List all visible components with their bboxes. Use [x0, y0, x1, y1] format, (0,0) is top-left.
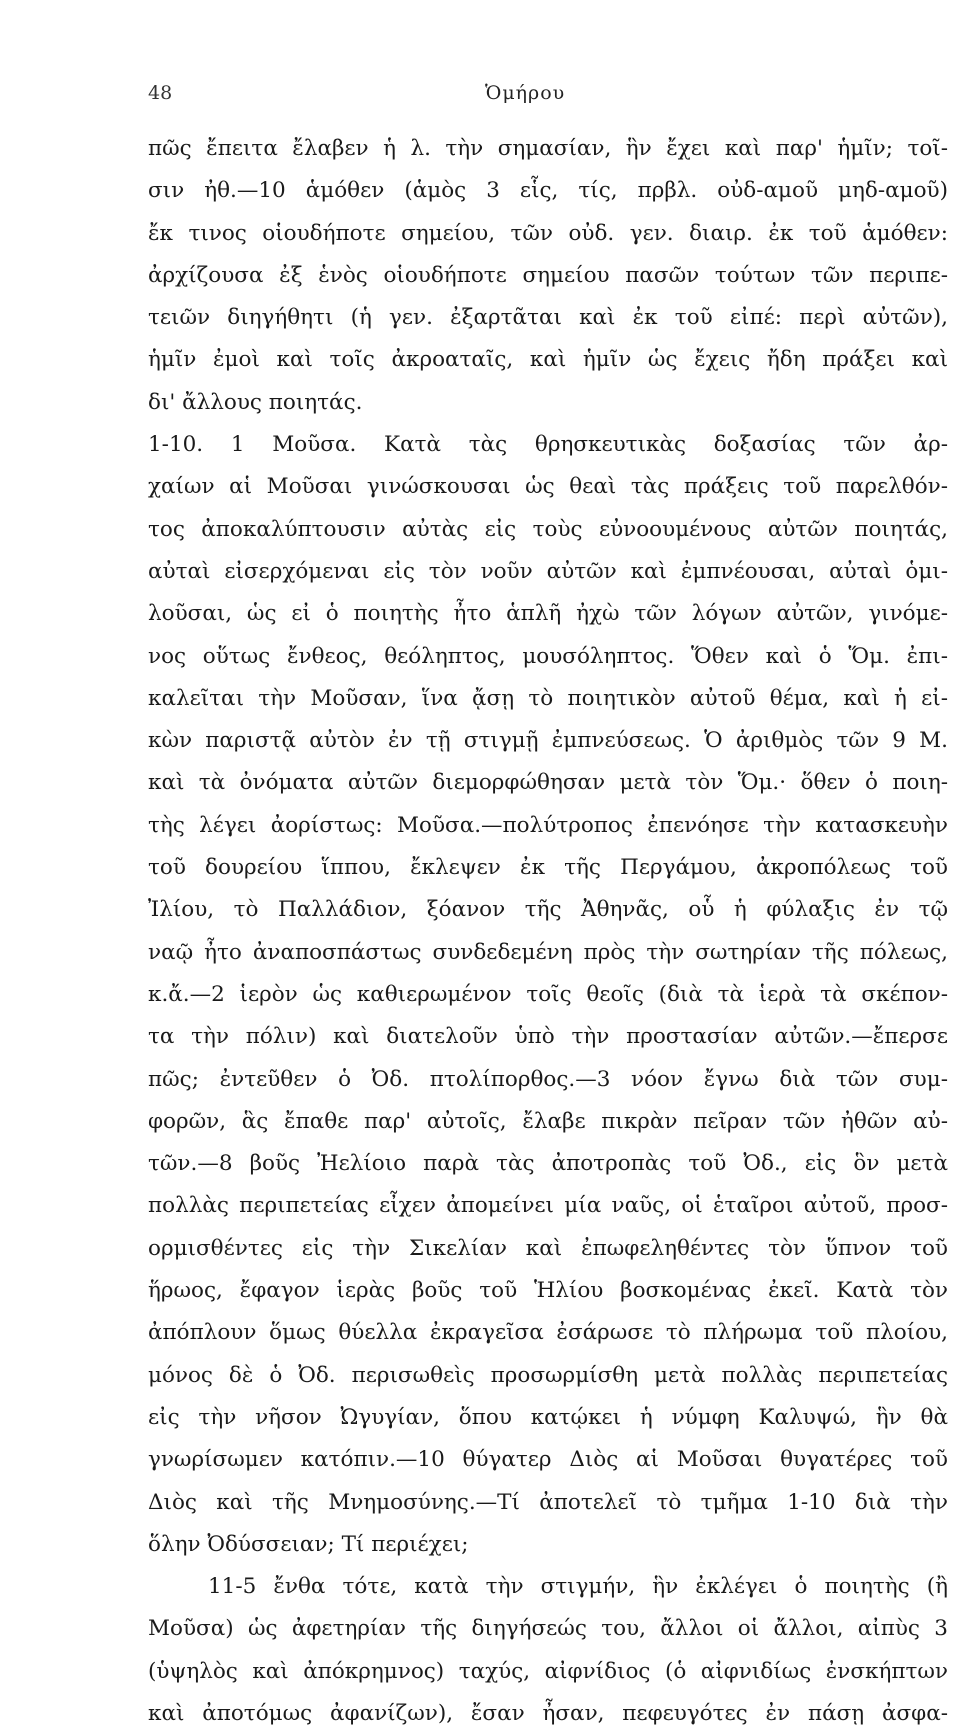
text-line: τειῶν διηγήθητι (ἡ γεν. ἐξαρτᾶται καὶ ἐκ τοῦ εἰπέ: περὶ αὐτῶν),	[148, 305, 948, 331]
text-line: ἀπόπλουν ὅμως θύελλα ἐκραγεῖσα ἐσάρωσε τὸ πλήρωμα τοῦ πλοίου,	[148, 1320, 948, 1346]
text-line: ἥρωος, ἔφαγον ἱερὰς βοῦς τοῦ Ἡλίου βοσκομένας ἐκεῖ. Κατὰ τὸν	[148, 1278, 948, 1304]
text-line: καλεῖται τὴν Μοῦσαν, ἵνα ᾄσῃ τὸ ποιητικὸν αὐτοῦ θέμα, καὶ ἡ εἰ-	[148, 685, 948, 711]
text-line: Διὸς καὶ τῆς Μνημοσύνης.—Τί ἀποτελεῖ τὸ τμῆμα 1-10 διὰ τὴν	[148, 1489, 948, 1515]
text-line: κὼν παριστᾷ αὐτὸν ἐν τῇ στιγμῇ ἐμπνεύσεως. Ὁ ἀριθμὸς τῶν 9 Μ.	[148, 728, 948, 754]
text-line: εἰς τὴν νῆσον Ὠγυγίαν, ὅπου κατῴκει ἡ νύμφη Καλυψώ, ἣν θὰ	[148, 1404, 948, 1430]
text-line: νος οὕτως ἔνθεος, θεόληπτος, μουσόληπτος. Ὅθεν καὶ ὁ Ὅμ. ἐπι-	[148, 643, 948, 669]
text-line: φορῶν, ἃς ἔπαθε παρ' αὐτοῖς, ἔλαβε πικρὰν πεῖραν τῶν ἠθῶν αὐ-	[148, 1108, 948, 1134]
text-line: καὶ τὰ ὀνόματα αὐτῶν διεμορφώθησαν μετὰ τὸν Ὅμ.· ὅθεν ὁ ποιη-	[148, 770, 948, 796]
text-line: πολλὰς περιπετείας εἶχεν ἀπομείνει μία ναῦς, οἱ ἑταῖροι αὐτοῦ, προσ-	[148, 1193, 948, 1219]
text-line: τα τὴν πόλιν) καὶ διατελοῦν ὑπὸ τὴν προστασίαν αὐτῶν.—ἔπερσε	[148, 1024, 948, 1050]
text-line: ἀρχίζουσα ἐξ ἑνὸς οἱουδήποτε σημείου πασῶν τούτων τῶν περιπε-	[148, 262, 948, 288]
text-line: σιν ἠθ.—10 ἁμόθεν (ἁμὸς 3 εἷς, τίς, πρβλ. οὐδ-αμοῦ μηδ-αμοῦ)	[148, 178, 948, 204]
text-line: 11-5 ἔνθα τότε, κατὰ τὴν στιγμήν, ἣν ἐκλέγει ὁ ποιητὴς (ἢ	[208, 1574, 948, 1600]
text-line: τος ἀποκαλύπτουσιν αὐτὰς εἰς τοὺς εὐνοουμένους αὐτῶν ποιητάς,	[148, 516, 948, 542]
text-line: ἔκ τινος οἱουδήποτε σημείου, τῶν οὐδ. γεν. διαιρ. ἐκ τοῦ ἁμόθεν:	[148, 220, 948, 246]
body-text	[148, 128, 948, 1735]
text-line: τοῦ δουρείου ἵππου, ἔκλεψεν ἐκ τῆς Περγάμου, ἀκροπόλεως τοῦ	[148, 855, 948, 881]
text-line: αὐταὶ εἰσερχόμεναι εἰς τὸν νοῦν αὐτῶν καὶ ἐμπνέουσαι, αὐταὶ ὁμι-	[148, 558, 948, 584]
text-line: δι' ἄλλους ποιητάς.	[148, 389, 363, 415]
text-line: ἡμῖν ἐμοὶ καὶ τοῖς ἀκροαταῖς, καὶ ἡμῖν ὡς ἔχεις ἤδη πράξει καὶ	[148, 347, 948, 373]
text-line: Μοῦσα) ὡς ἀφετηρίαν τῆς διηγήσεώς του, ἄλλοι οἱ ἄλλοι, αἰπὺς 3	[148, 1616, 948, 1642]
text-line: (ὑψηλὸς καὶ ἀπόκρημνος) ταχύς, αἰφνίδιος (ὁ αἰφνιδίως ἐνσκήπτων	[148, 1658, 948, 1684]
text-line: ναῷ ἦτο ἀναποσπάστως συνδεδεμένη πρὸς τὴν σωτηρίαν τῆς πόλεως,	[148, 939, 948, 965]
text-line: ορμισθέντες εἰς τὴν Σικελίαν καὶ ἐπωφεληθέντες τὸν ὕπνον τοῦ	[148, 1235, 948, 1261]
text-line: Ἰλίου, τὸ Παλλάδιον, ξόανον τῆς Ἀθηνᾶς, οὗ ἡ φύλαξις ἐν τῷ	[148, 897, 948, 923]
text-line: πῶς ἔπειτα ἔλαβεν ἡ λ. τὴν σημασίαν, ἣν ἔχει καὶ παρ' ἡμῖν; τοῖ-	[148, 136, 948, 161]
text-line: μόνος δὲ ὁ Ὀδ. περισωθεὶς προσωρμίσθη μετὰ πολλὰς περιπετείας	[148, 1362, 948, 1388]
text-line: τῶν.—8 βοῦς Ἠελίοιο παρὰ τὰς ἀποτροπὰς τοῦ Ὀδ., εἰς ὃν μετὰ	[148, 1151, 948, 1177]
text-line: καὶ ἀποτόμως ἀφανίζων), ἔσαν ἦσαν, πεφευγότες ἐν πάσῃ ἀσφα-	[148, 1700, 948, 1726]
text-line: γνωρίσωμεν κατόπιν.—10 θύγατερ Διὸς αἱ Μοῦσαι θυγατέρες τοῦ	[148, 1447, 948, 1473]
page-number: 48	[148, 82, 173, 104]
text-line: 1-10. 1 Μοῦσα. Κατὰ τὰς θρησκευτικὰς δοξασίας τῶν ἀρ-	[148, 432, 948, 458]
text-line: τὴς λέγει ἀορίστως: Μοῦσα.—πολύτροπος ἐπενόησε τὴν κατασκευὴν	[148, 812, 948, 838]
running-head: Ὁμήρου	[485, 82, 566, 104]
text-line: πῶς; ἐντεῦθεν ὁ Ὀδ. πτολίπορθος.—3 νόον ἔγνω διὰ τῶν συμ-	[148, 1066, 948, 1092]
text-line: ὅλην Ὀδύσσειαν; Τί περιέχει;	[148, 1531, 469, 1557]
text-line: κ.ἄ.—2 ἱερὸν ὡς καθιερωμένον τοῖς θεοῖς (διὰ τὰ ἱερὰ τὰ σκέπον-	[148, 981, 948, 1007]
text-line: χαίων αἱ Μοῦσαι γινώσκουσαι ὡς θεαὶ τὰς πράξεις τοῦ παρελθόν-	[148, 474, 948, 500]
text-line: λοῦσαι, ὡς εἰ ὁ ποιητὴς ἦτο ἁπλῆ ἠχὼ τῶν λόγων αὐτῶν, γινόμε-	[148, 601, 948, 627]
page-header	[140, 82, 940, 112]
